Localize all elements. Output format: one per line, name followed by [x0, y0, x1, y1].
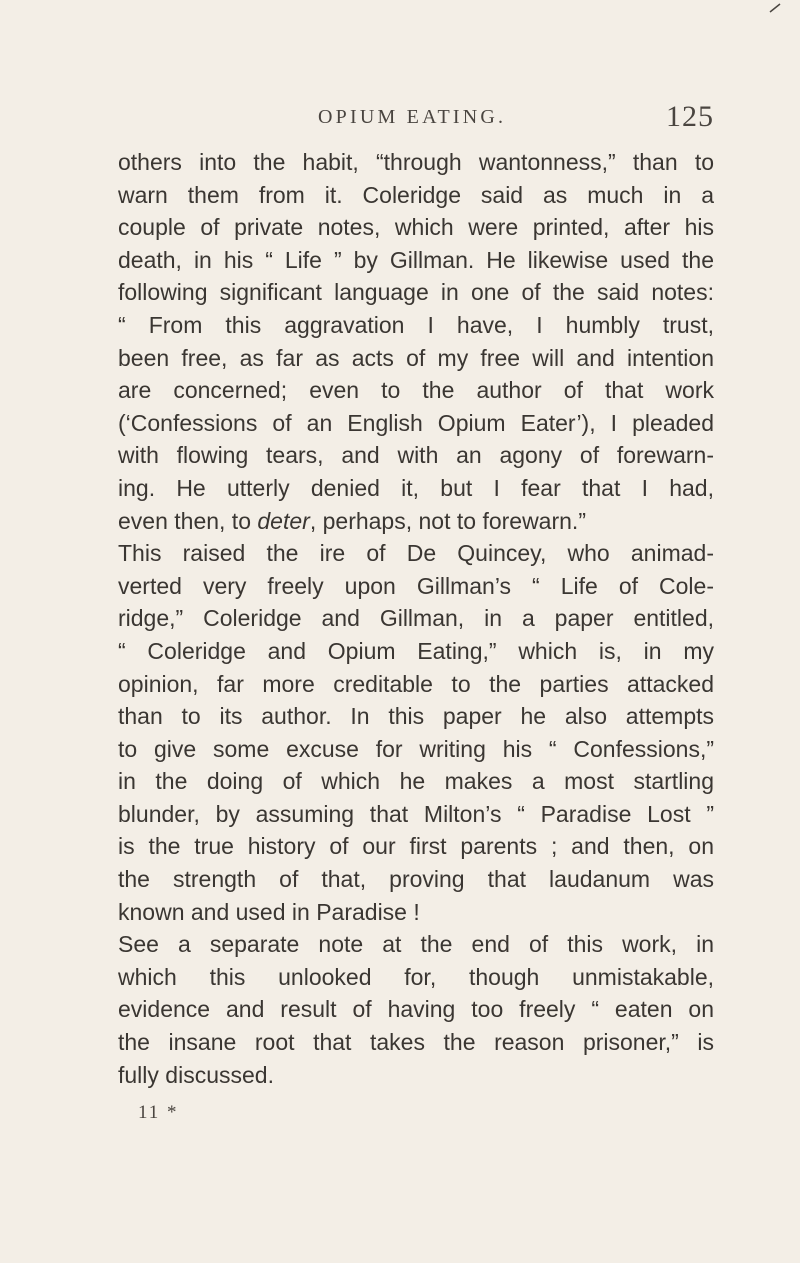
text-line: to give some excuse for writing his “ Confessions,” [118, 735, 714, 762]
text-line: This raised the ire of De Quincey, who animad- [118, 540, 714, 567]
text-line: which this unlooked for, though unmistakable, [118, 963, 714, 990]
text-line: been free, as far as acts of my free will and intention [118, 344, 714, 371]
running-head [118, 100, 714, 140]
text-line: with flowing tears, and with an agony of forewarn- [118, 442, 714, 469]
text-line: than to its author. In this paper he also attempts [118, 703, 714, 730]
text-line: warn them from it. Coleridge said as much in a [118, 181, 714, 208]
text-line: known and used in Paradise ! [118, 898, 420, 925]
text-line: following significant language in one of the said notes: [118, 279, 714, 306]
signature-mark: 11 * [138, 1102, 179, 1123]
text-line: couple of private notes, which were printed, after his [118, 214, 714, 241]
text-line: fully discussed. [118, 1061, 274, 1088]
text-line: is the true history of our first parents ; and then, on [118, 833, 714, 860]
text-line: ridge,” Coleridge and Gillman, in a paper entitled, [118, 605, 714, 632]
text-line: (‘Confessions of an English Opium Eater’), I pleaded [118, 409, 714, 436]
page-number: 125 [666, 100, 714, 133]
text-line: are concerned; even to the author of that work [118, 377, 714, 404]
text-line: even then, to deter, perhaps, not to forewarn.” [118, 507, 586, 534]
text-line: opinion, far more creditable to the parties attacked [118, 670, 714, 697]
text-line: the insane root that takes the reason prisoner,” is [118, 1029, 714, 1056]
text-line: death, in his “ Life ” by Gillman. He likewise used the [118, 246, 714, 273]
text-line: blunder, by assuming that Milton’s “ Paradise Lost ” [118, 800, 714, 827]
text-line: “ Coleridge and Opium Eating,” which is, in my [118, 637, 714, 664]
italic-word: deter [257, 507, 310, 534]
text-line: See a separate note at the end of this work, in [118, 931, 714, 958]
stray-ink-mark [768, 0, 784, 10]
text-line: “ From this aggravation I have, I humbly trust, [118, 311, 714, 338]
text-line: others into the habit, “through wantonness,” than to [118, 149, 714, 175]
text-line: in the doing of which he makes a most startling [118, 768, 714, 795]
text-line: verted very freely upon Gillman’s “ Life of Cole- [118, 572, 714, 599]
text-line: ing. He utterly denied it, but I fear that I had, [118, 474, 714, 501]
text-line: the strength of that, proving that laudanum was [118, 866, 714, 893]
running-title: OPIUM EATING. [318, 106, 507, 128]
body-text [118, 146, 714, 1091]
text-line: evidence and result of having too freely “ eaten on [118, 996, 714, 1023]
